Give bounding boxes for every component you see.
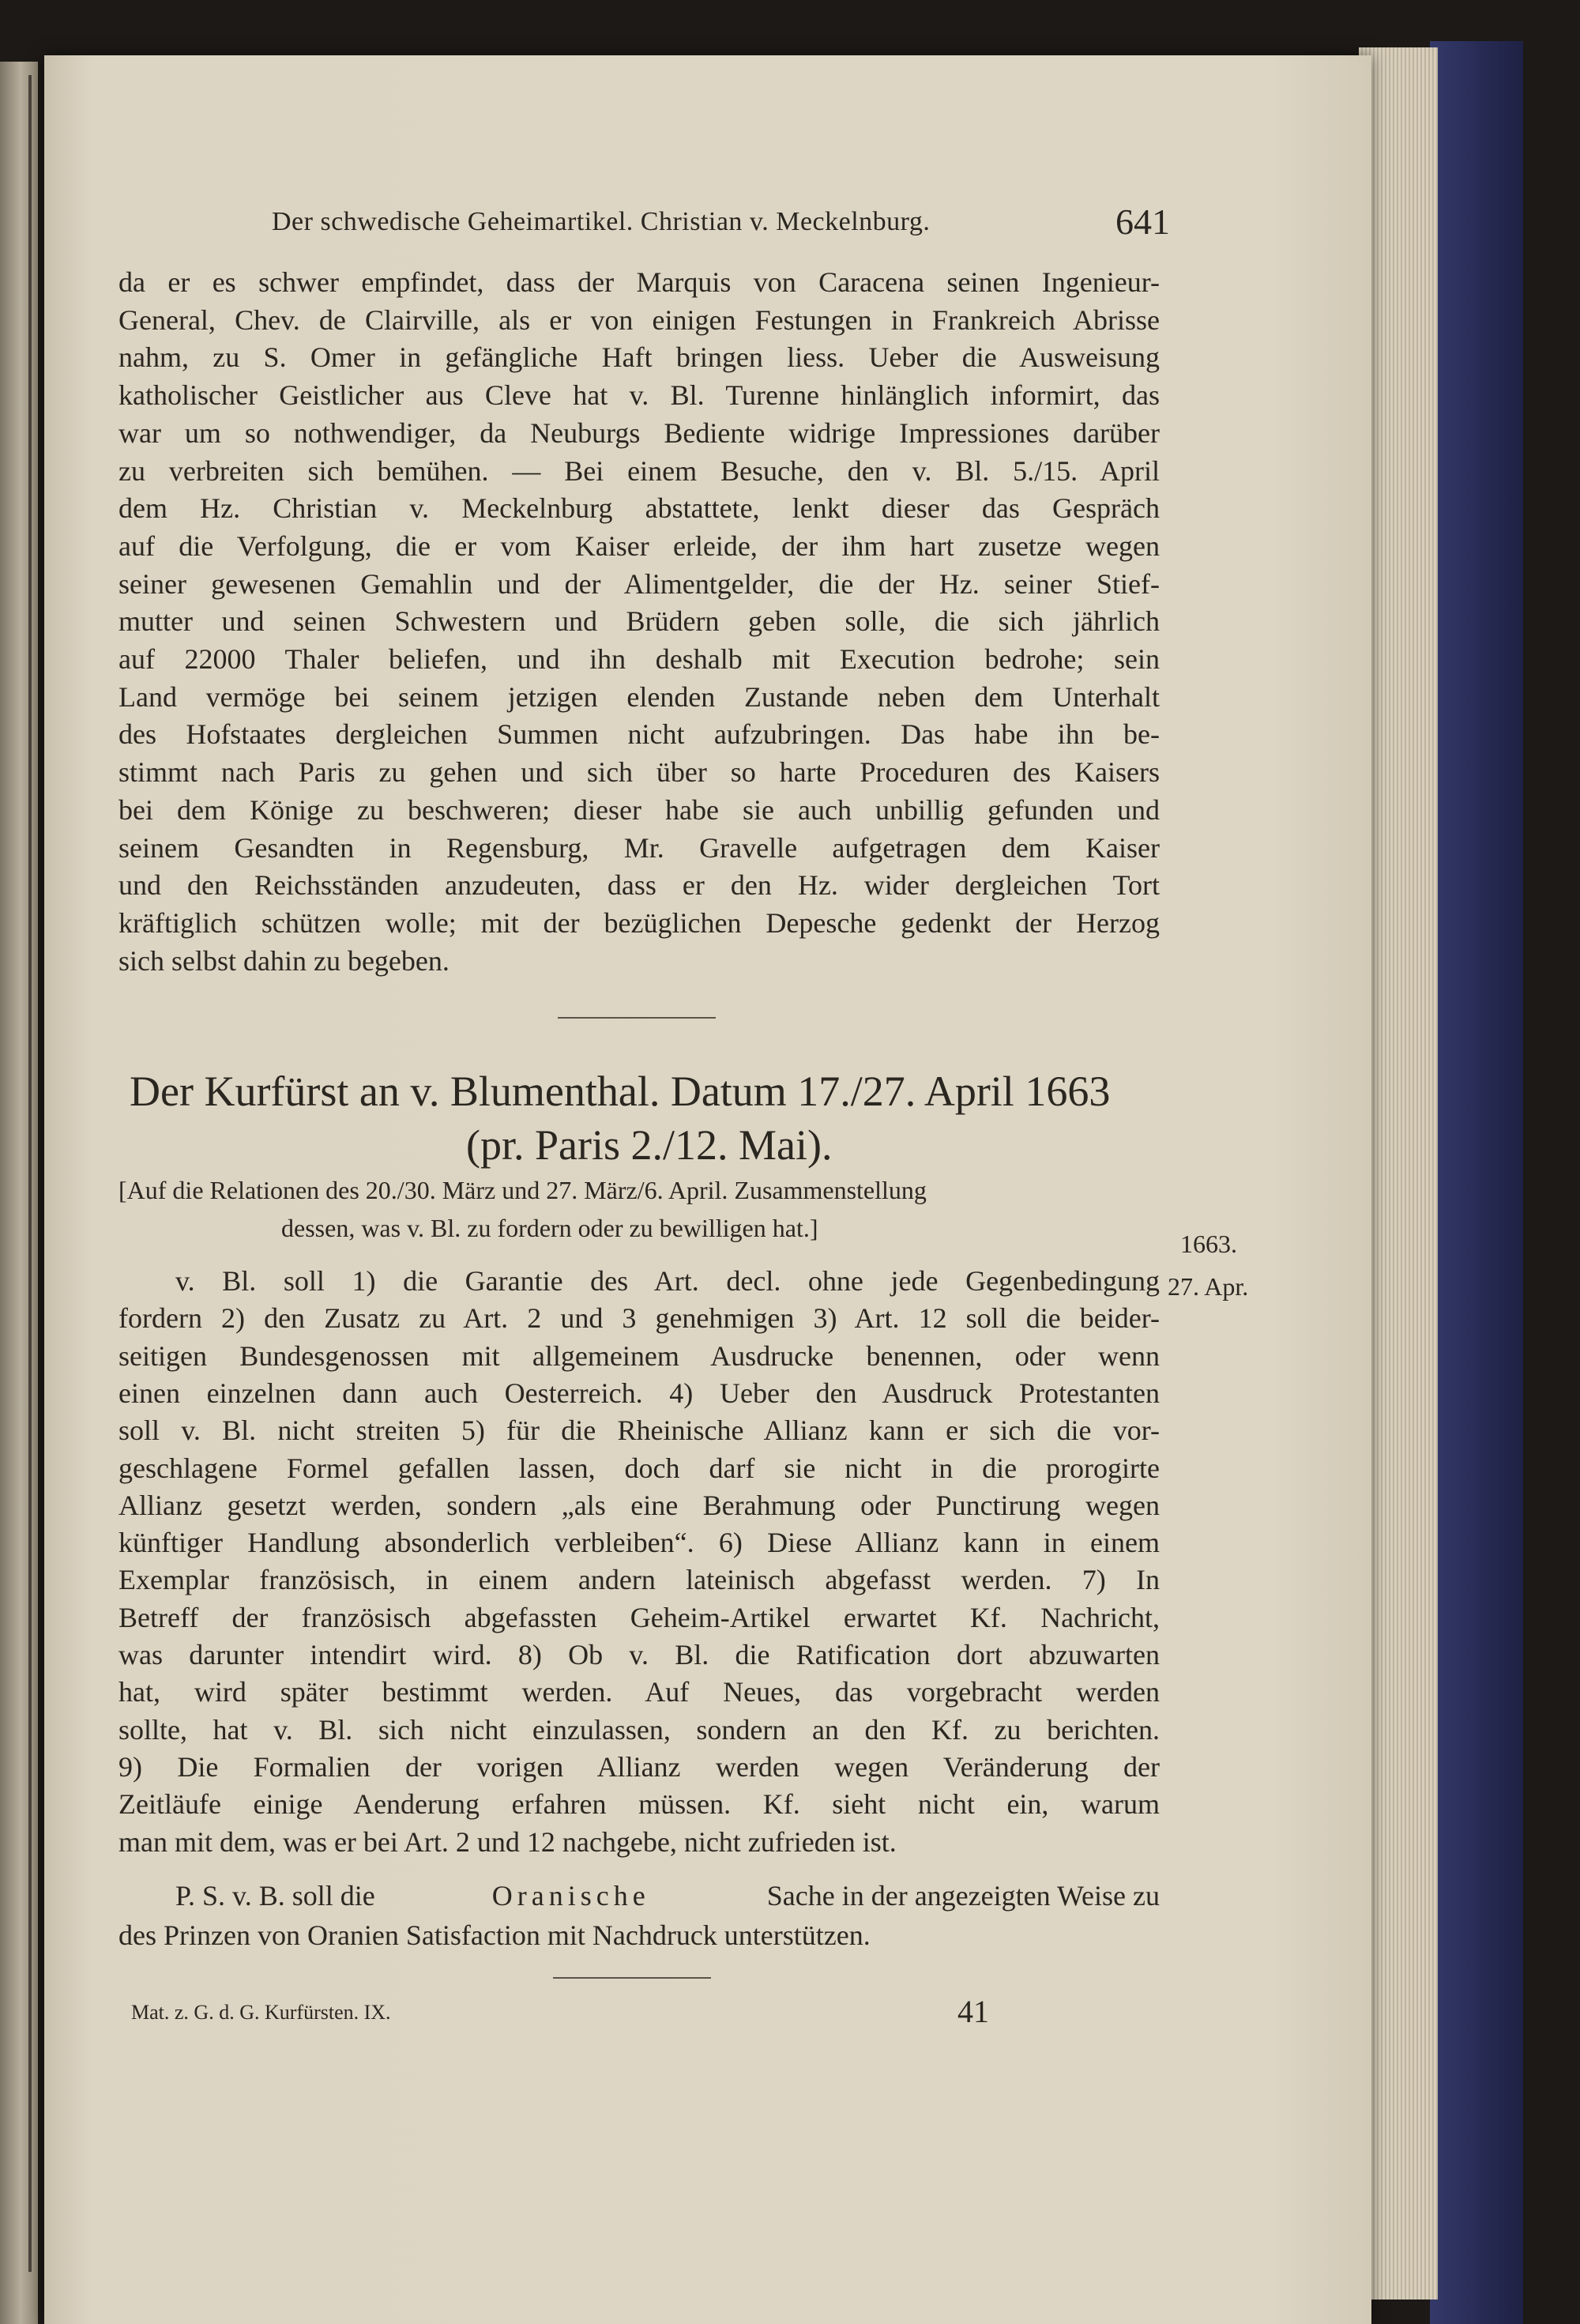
text-line: seiner gewesenen Gemahlin und der Alimentgelder, die der Hz. seiner Stief- bbox=[118, 567, 1160, 600]
text-line: sollte, hat v. Bl. sich nicht einzulassen, sondern an den Kf. zu berichten. bbox=[118, 1713, 1160, 1746]
text-line: einen einzelnen dann auch Oesterreich. 4) Ueber den Ausdruck Protestanten bbox=[118, 1377, 1160, 1409]
text-line: Zeitläufe einige Aenderung erfahren müssen. Kf. sieht nicht ein, warum bbox=[118, 1788, 1160, 1821]
text-line: Allianz gesetzt werden, sondern „als eine Berahmung oder Punctirung wegen bbox=[118, 1489, 1160, 1521]
text-line: dem Hz. Christian v. Meckelnburg abstattete, lenkt dieser das Gespräch bbox=[118, 492, 1160, 525]
text-line: nahm, zu S. Omer in gefängliche Haft bringen liess. Ueber die Ausweisung bbox=[118, 341, 1160, 374]
text-line: war um so nothwendiger, da Neuburgs Bediente widrige Impressiones darüber bbox=[118, 416, 1160, 449]
sheet-number: 41 bbox=[957, 1994, 989, 2029]
text-line: auf 22000 Thaler beliefen, und ihn deshalb mit Execution bedrohe; sein bbox=[118, 643, 1160, 675]
text-line: katholischer Geistlicher aus Cleve hat v. Bl. Turenne hinlänglich informirt, das bbox=[118, 379, 1160, 412]
text-line: seinem Gesandten in Regensburg, Mr. Gravelle aufgetragen dem Kaiser bbox=[118, 831, 1160, 864]
text-line: des Hofstaates dergleichen Summen nicht aufzubringen. Das habe ihn be- bbox=[118, 718, 1160, 751]
text-line: Betreff der französisch abgefassten Geheim-Artikel erwartet Kf. Nachricht, bbox=[118, 1601, 1160, 1633]
text-line: soll v. Bl. nicht streiten 5) für die Rheinische Allianz kann er sich die vor- bbox=[118, 1414, 1160, 1447]
page-number: 641 bbox=[1115, 202, 1170, 242]
section-title-line-2: (pr. Paris 2./12. Mai). bbox=[466, 1121, 833, 1169]
text-line: mutter und seinen Schwestern und Brüdern geben solle, die sich jährlich bbox=[118, 605, 1160, 638]
text-line: zu verbreiten sich bemühen. — Bei einem Besuche, den v. Bl. 5./15. April bbox=[118, 454, 1160, 487]
text-line: Land vermöge bei seinem jetzigen elenden Zustande neben dem Unterhalt bbox=[118, 680, 1160, 713]
text-line: geschlagene Formel gefallen lassen, doch darf sie nicht in die prorogirte bbox=[118, 1452, 1160, 1484]
text-line: kräftiglich schützen wolle; mit der bezüglichen Depesche gedenkt der Herzog bbox=[118, 906, 1160, 939]
text-line: stimmt nach Paris zu gehen und sich über so harte Proceduren des Kaisers bbox=[118, 756, 1160, 789]
section-title-line-1: Der Kurfürst an v. Blumenthal. Datum 17./27. April 1663 bbox=[130, 1068, 1111, 1115]
text-line: bei dem Könige zu beschweren; dieser habe sie auch unbillig gefunden und bbox=[118, 793, 1160, 826]
margin-year: 1663. bbox=[1180, 1230, 1237, 1258]
text-line: Exemplar französisch, in einem andern lateinisch abgefasst werden. 7) In bbox=[118, 1564, 1160, 1596]
editorial-note-line-1: [Auf die Relationen des 20./30. März und 27. März/6. April. Zusammenstellung bbox=[118, 1176, 927, 1204]
editorial-note-line-2: dessen, was v. Bl. zu fordern oder zu bewilligen hat.] bbox=[281, 1214, 818, 1242]
text-line: General, Chev. de Clairville, als er von einigen Festungen in Frankreich Abrisse bbox=[118, 303, 1160, 336]
gutter-shadow bbox=[28, 75, 32, 2272]
margin-date: 27. Apr. bbox=[1168, 1272, 1249, 1301]
footer-divider bbox=[553, 1977, 711, 1979]
postscript-line-2: des Prinzen von Oranien Satisfaction mit Nachdruck unterstützen. bbox=[118, 1919, 871, 1951]
text-line: fordern 2) den Zusatz zu Art. 2 und 3 genehmigen 3) Art. 12 soll die beider- bbox=[118, 1302, 1160, 1335]
text-line: man mit dem, was er bei Art. 2 und 12 nachgebe, nicht zufrieden ist. bbox=[118, 1825, 897, 1858]
postscript-suffix: Sache in der angezeigten Weise zu bbox=[766, 1880, 1160, 1912]
left-page-edge bbox=[0, 62, 38, 2324]
text-line: da er es schwer empfindet, dass der Marquis von Caracena seinen Ingenieur- bbox=[118, 266, 1160, 298]
text-line: was darunter intendirt wird. 8) Ob v. Bl. die Ratification dort abzuwarten bbox=[118, 1639, 1160, 1670]
printer-signature: Mat. z. G. d. G. Kurfürsten. IX. bbox=[131, 2001, 391, 2024]
text-line: künftiger Handlung absonderlich verbleiben“. 6) Diese Allianz kann in einem bbox=[118, 1527, 1160, 1559]
postscript-spaced-word: Oranische bbox=[491, 1880, 650, 1912]
book-cover bbox=[1430, 41, 1523, 2324]
text-line: 9) Die Formalien der vorigen Allianz werden wegen Veränderung der bbox=[118, 1750, 1160, 1783]
text-line: seitigen Bundesgenossen mit allgemeinem Ausdrucke benennen, oder wenn bbox=[118, 1339, 1160, 1372]
text-line: hat, wird später bestimmt werden. Auf Neues, das vorgebracht werden bbox=[118, 1676, 1160, 1708]
text-line: auf die Verfolgung, die er vom Kaiser erleide, der ihm hart zusetze wegen bbox=[118, 529, 1160, 562]
text-line: und den Reichsständen anzudeuten, dass er den Hz. wider dergleichen Tort bbox=[118, 869, 1160, 902]
running-title: Der schwedische Geheimartikel. Christian v. Meckelnburg. bbox=[272, 207, 931, 236]
postscript-prefix: P. S. v. B. soll die bbox=[175, 1880, 375, 1912]
text-line: sich selbst dahin zu begeben. bbox=[118, 944, 450, 977]
text-line: v. Bl. soll 1) die Garantie des Art. decl. ohne jede Gegenbedingung bbox=[175, 1265, 1160, 1297]
postscript-line-1 bbox=[175, 1879, 1160, 1912]
section-divider bbox=[558, 1017, 716, 1019]
